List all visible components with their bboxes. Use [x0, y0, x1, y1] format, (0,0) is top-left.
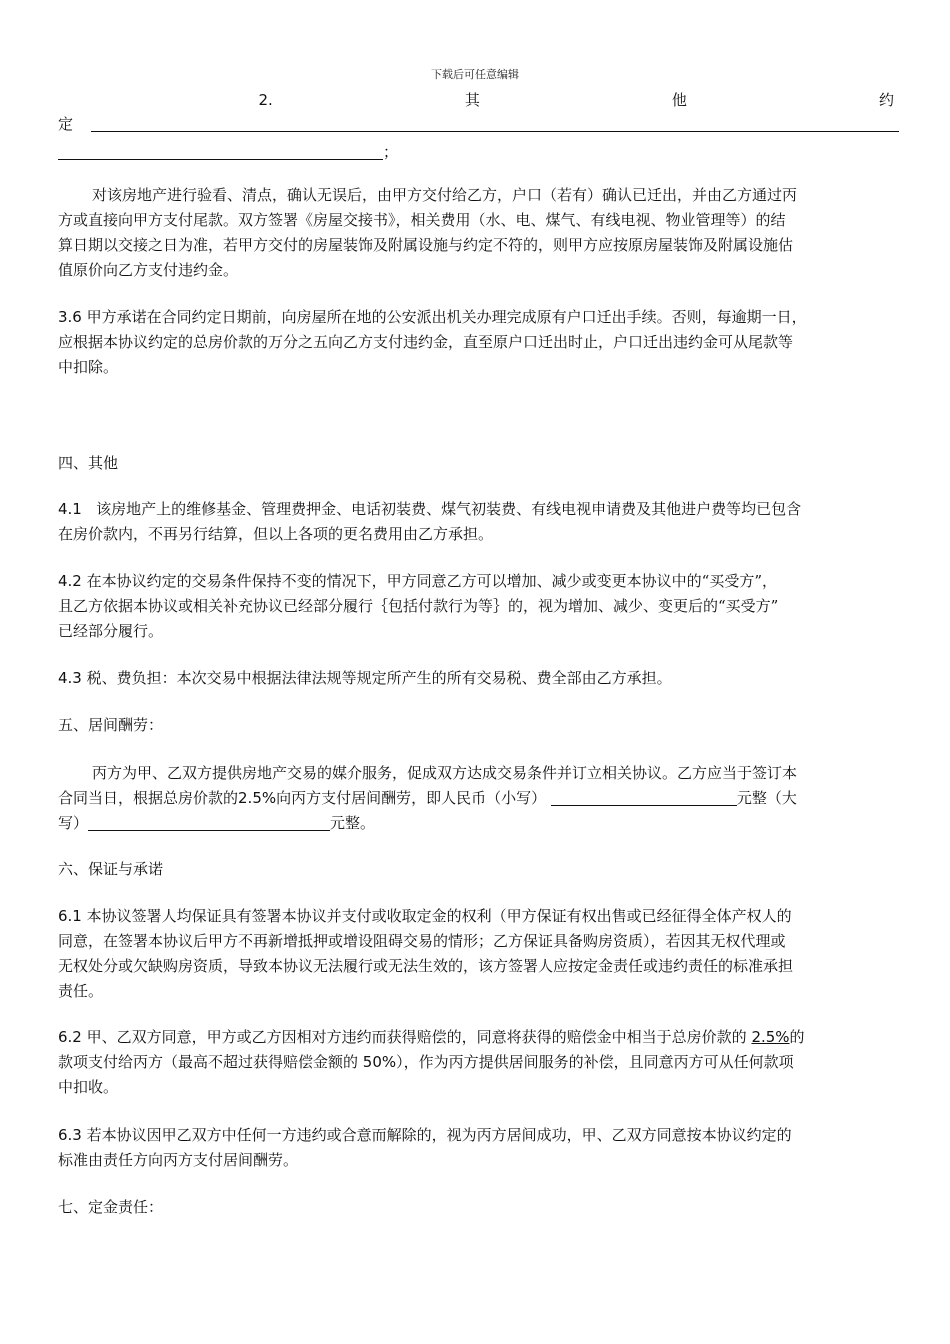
amount-uppercase-blank [88, 814, 330, 831]
clause-6-1-line-4: 责任。 [58, 982, 104, 1000]
clause-4-2-line-3: 已经部分履行。 [58, 622, 164, 640]
clause-6-1-line-2: 同意，在签署本协议后甲方不再新增抵押或增设阻碍交易的情形；乙方保证具备购房资质），若因其无权代理或 [58, 932, 786, 950]
clause-6-3-text-1: 若本协议因甲乙双方中任何一方违约或合意而解除的，视为丙方居间成功，甲、乙双方同意按本协议约定的 [86, 1126, 792, 1144]
clause-4-1-line-2: 在房价款内，不再另行结算，但以上各项的更名费用由乙方承担。 [58, 525, 494, 543]
clause-3-6-number: 3.6 [58, 308, 82, 326]
section-5-line-2 [58, 786, 894, 810]
handover-line-3: 算日期以交接之日为准，若甲方交付的房屋装饰及附属设施与约定不符的，则甲方应按原房屋装饰及附属设施估 [58, 236, 794, 254]
clause-2-heading [58, 88, 894, 112]
header-note: 下载后可任意编辑 [431, 68, 519, 81]
clause-6-2-line-2 [58, 1050, 894, 1074]
clause-4-1-line-1 [58, 497, 894, 521]
section-5-line-2-a: 合同当日，根据总房价款的 [58, 789, 239, 807]
handover-line-2: 方或直接向甲方支付尾款。双方签署《房屋交接书》，相关费用（水、电、煤气、有线电视、物业管理等）的结 [58, 211, 786, 229]
clause-2-line-2 [58, 112, 894, 136]
clause-2-number: 2. [258, 91, 273, 109]
clause-2-char-3: 约 [878, 91, 894, 109]
clause-3-6-line-1 [58, 305, 894, 329]
section-6-title: 六、保证与承诺 [58, 860, 164, 878]
clause-2-line-2-text: 定 [58, 115, 74, 133]
clause-6-3-line-2: 标准由责任方向丙方支付居间酬劳。 [58, 1151, 299, 1169]
clause-6-1-line-1 [58, 904, 894, 928]
clause-6-2-line-3: 中扣收。 [58, 1078, 119, 1096]
clause-6-3-number: 6.3 [58, 1126, 82, 1144]
clause-4-2-text-1: 在本协议约定的交易条件保持不变的情况下，甲方同意乙方可以增加、减少或变更本协议中的“买受方”， [86, 572, 777, 590]
clause-4-2-number: 4.2 [58, 572, 82, 590]
clause-6-1-number: 6.1 [58, 907, 82, 925]
clause-4-1-number: 4.1 [58, 500, 82, 518]
handover-line-4: 值原价向乙方支付违约金。 [58, 261, 239, 279]
clause-4-2-line-2: 且乙方依据本协议或相关补充协议已经部分履行｛包括付款行为等｝的，视为增加、减少、变更后的“买受方” [58, 597, 779, 615]
blank-line-1 [91, 115, 899, 132]
section-5-line-3-b: 元整。 [330, 814, 376, 832]
section-5-line-3 [58, 811, 894, 835]
clause-3-6-line-2: 应根据本协议约定的总房价款的万分之五向乙方支付违约金，直至原户口迁出时止，户口迁出违约金可从尾款等 [58, 333, 794, 351]
section-5-line-2-c: 元整（大 [736, 789, 797, 807]
section-5-line-1: 丙方为甲、乙双方提供房地产交易的媒介服务，促成双方达成交易条件并订立相关协议。乙方应当于签订本 [92, 764, 798, 782]
clause-2-line-3 [58, 140, 894, 164]
section-5-line-2-b: 向丙方支付居间酬劳，即人民币（小写） [276, 789, 547, 807]
clause-2-char-2: 他 [671, 91, 687, 109]
clause-3-6-line-3: 中扣除。 [58, 358, 119, 376]
amount-lowercase-blank [551, 789, 737, 806]
section-5-title: 五、居间酬劳： [58, 716, 164, 734]
clause-6-1-line-3: 无权处分或欠缺购房资质，导致本协议无法履行或无法生效的，该方签署人应按定金责任或违约责任的标准承担 [58, 957, 794, 975]
blank-line-2 [58, 143, 383, 160]
clause-4-2-line-1 [58, 569, 894, 593]
clause-6-2-text-2b: ），作为丙方提供居间服务的补偿，且同意丙方可从任何款项 [396, 1053, 794, 1071]
clause-6-2-text-2a: 款项支付给丙方（最高不超过获得赔偿金额的 [58, 1053, 359, 1071]
clause-4-1-text-1: 该房地产上的维修基金、管理费押金、电话初装费、煤气初装费、有线电视申请费及其他进户费等均已包含 [96, 500, 802, 518]
clause-6-2-text-1a: 甲、乙双方同意，甲方或乙方因相对方违约而获得赔偿的，同意将获得的赔偿金中相当于总房价款的 [86, 1028, 747, 1046]
commission-rate: 2.5% [238, 789, 277, 807]
section-7-title: 七、定金责任： [58, 1198, 164, 1216]
section-5-line-3-a: 写） [58, 814, 89, 832]
handover-line-1: 对该房地产进行验看、清点，确认无误后，由甲方交付给乙方，户口（若有）确认已迁出，并由乙方通过丙 [92, 186, 798, 204]
clause-6-2-text-1b: 的 [789, 1028, 805, 1046]
section-4-title: 四、其他 [58, 454, 119, 472]
clause-4-3-number: 4.3 [58, 669, 82, 687]
compensation-rate: 2.5% [751, 1028, 790, 1046]
clause-6-2-number: 6.2 [58, 1028, 82, 1046]
clause-6-2-line-1 [58, 1025, 894, 1049]
clause-4-3 [58, 666, 894, 690]
clause-4-3-text: 税、费负担：本次交易中根据法律法规等规定所产生的所有交易税、费全部由乙方承担。 [86, 669, 672, 687]
compensation-cap: 50% [362, 1053, 397, 1071]
clause-6-3-line-1 [58, 1123, 894, 1147]
clause-2-char-1: 其 [464, 91, 480, 109]
clause-6-1-text-1: 本协议签署人均保证具有签署本协议并支付或收取定金的权利（甲方保证有权出售或已经征得全体产权人的 [86, 907, 792, 925]
clause-2-line-3-end: ； [383, 143, 399, 161]
clause-3-6-text-1: 甲方承诺在合同约定日期前，向房屋所在地的公安派出机关办理完成原有户口迁出手续。否则，每逾期一日， [86, 308, 807, 326]
